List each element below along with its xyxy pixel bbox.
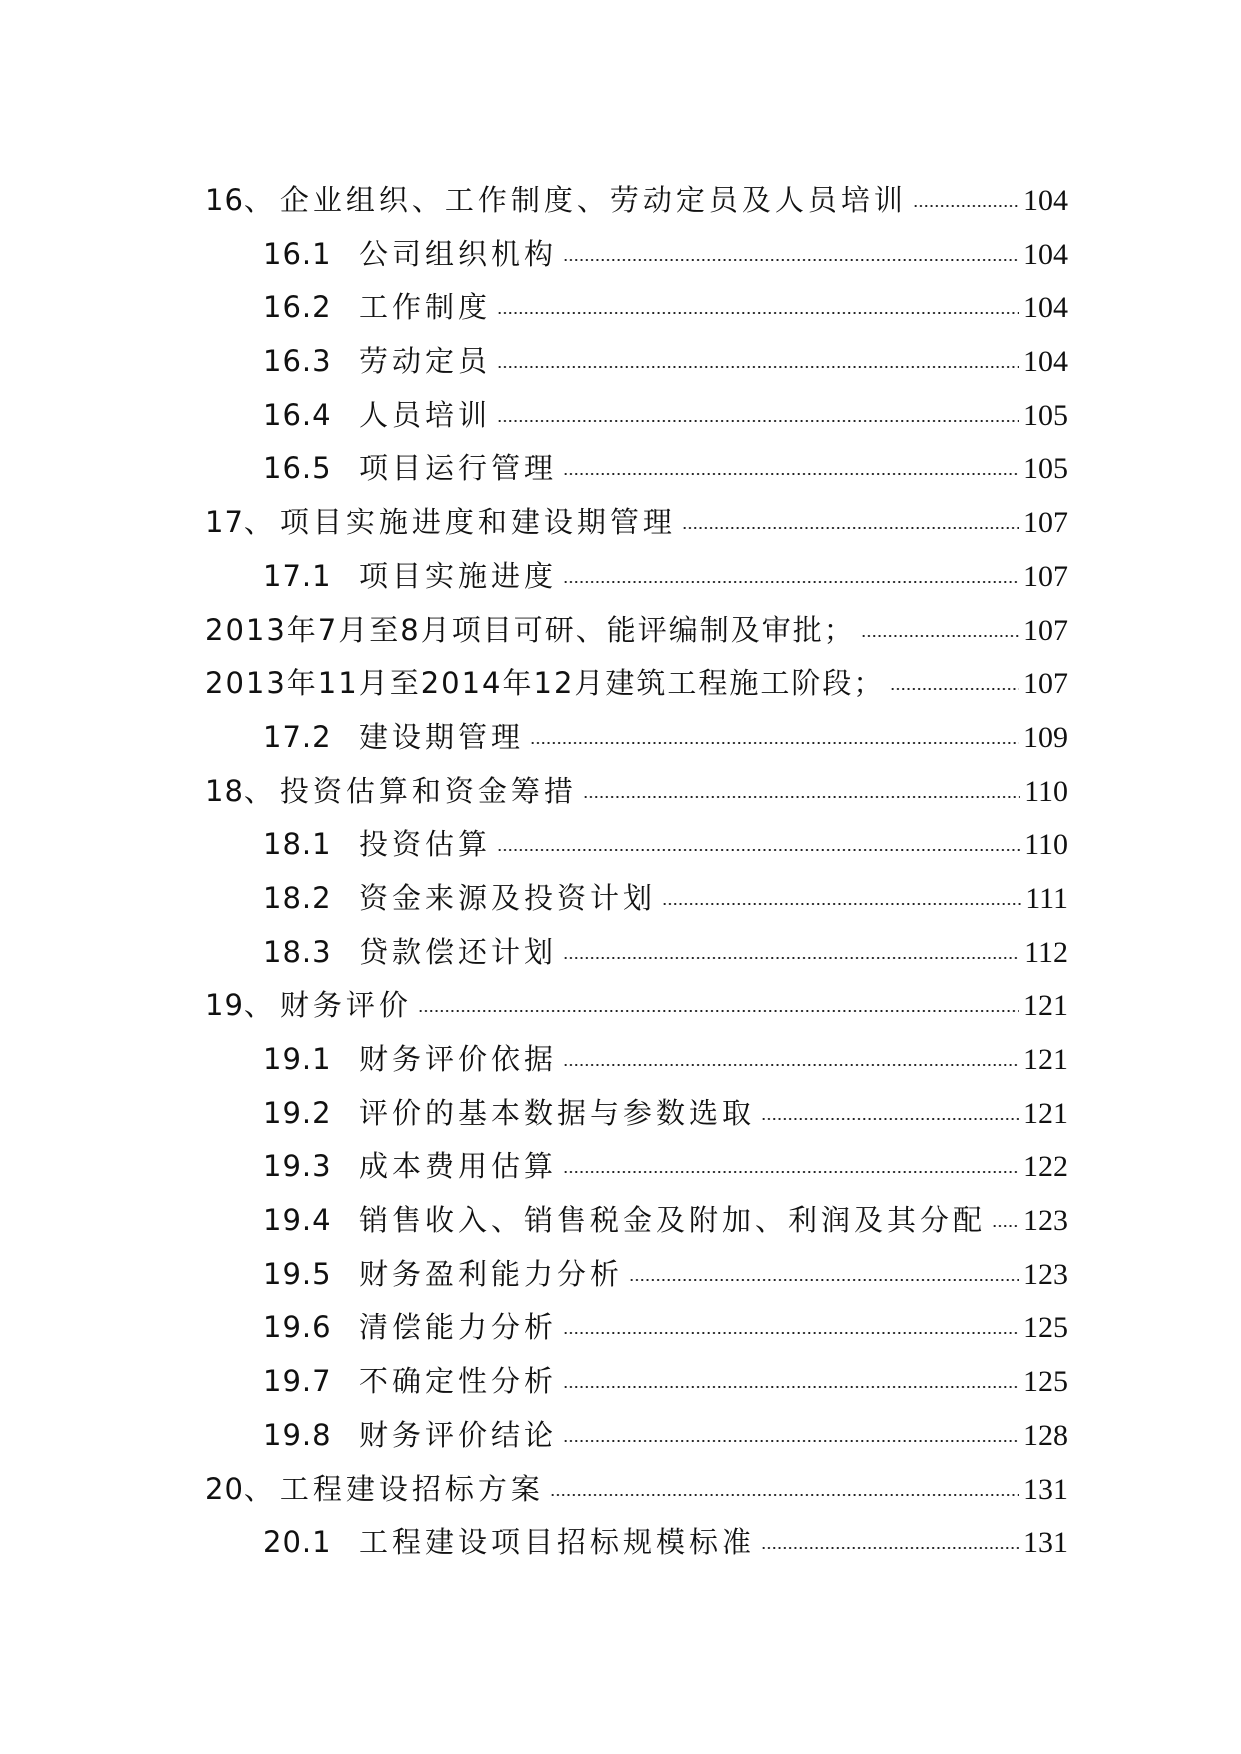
dot-leader [629, 1278, 1019, 1282]
toc-entry[interactable] [0, 1248, 1241, 1302]
toc-entry-page-number: 107 [1023, 506, 1068, 540]
toc-entry[interactable] [0, 979, 1241, 1033]
toc-entry-number: 19.4 [263, 1203, 332, 1238]
toc-entry-page-number: 123 [1023, 1204, 1068, 1238]
toc-entry-number: 20、 [205, 1471, 274, 1506]
toc-entry-page-number: 105 [1023, 398, 1068, 432]
dot-leader [563, 956, 1020, 960]
dot-leader [583, 795, 1020, 799]
toc-entry[interactable] [0, 657, 1241, 711]
dot-leader [761, 1117, 1019, 1121]
toc-entry-title: 财务评价依据 [359, 1042, 558, 1076]
toc-entry-number: 19.2 [263, 1095, 332, 1130]
toc-entry-title: 财务评价结论 [359, 1417, 558, 1452]
toc-entry[interactable] [0, 1301, 1241, 1355]
toc-entry-page-number: 121 [1023, 1043, 1068, 1076]
toc-entry-number: 16、 [205, 183, 274, 217]
toc-entry-page-number: 104 [1023, 291, 1068, 325]
toc-entry[interactable] [0, 389, 1241, 443]
toc-entry-number: 19.5 [263, 1256, 332, 1291]
toc-entry-page-number: 123 [1023, 1257, 1068, 1291]
toc-entry[interactable] [0, 496, 1241, 550]
toc-entry[interactable] [0, 818, 1241, 872]
toc-entry-number: 18、 [205, 773, 274, 808]
toc-entry-title: 投资估算 [359, 827, 492, 862]
toc-entry-title: 工作制度 [359, 290, 492, 325]
toc-entry[interactable] [0, 281, 1241, 335]
toc-entry-number: 17.2 [263, 719, 332, 754]
toc-entry[interactable] [0, 335, 1241, 389]
toc-entry-page-number: 125 [1023, 1365, 1068, 1399]
toc-entry-title: 清偿能力分析 [359, 1310, 558, 1345]
toc-entry-number: 19、 [205, 988, 274, 1023]
dot-leader [861, 634, 1019, 638]
toc-entry-page-number: 110 [1024, 774, 1068, 808]
dot-leader [913, 204, 1019, 208]
dot-leader [497, 848, 1020, 852]
toc-entry-number: 16.3 [263, 344, 332, 379]
toc-entry[interactable] [0, 1409, 1241, 1463]
toc-entry[interactable] [0, 1463, 1241, 1517]
toc-entry-page-number: 121 [1023, 1096, 1068, 1130]
toc-entry-number: 19.7 [263, 1364, 332, 1399]
toc-entry-title: 项目运行管理 [359, 451, 558, 486]
toc-entry-title: 成本费用估算 [359, 1149, 558, 1184]
toc-entry-number: 16.4 [263, 397, 332, 432]
toc-entry[interactable] [0, 1516, 1241, 1570]
toc-entry-page-number: 109 [1023, 720, 1068, 754]
toc-entry[interactable] [0, 174, 1241, 228]
toc-entry-number: 20.1 [263, 1525, 332, 1560]
toc-entry-title: 财务评价 [279, 988, 412, 1023]
toc-entry[interactable] [0, 604, 1241, 658]
toc-entry-number: 19.6 [263, 1310, 332, 1345]
toc-entry-number: 18.1 [263, 827, 332, 862]
toc-entry-title: 项目实施进度和建设期管理 [279, 505, 676, 540]
dot-leader [563, 580, 1019, 584]
toc-entry-title: 投资估算和资金筹措 [279, 773, 577, 808]
dot-leader [530, 741, 1019, 745]
toc-entry-page-number: 131 [1023, 1526, 1068, 1560]
toc-entry-title: 工程建设招标方案 [279, 1471, 544, 1506]
toc-entry[interactable] [0, 711, 1241, 765]
dot-leader [497, 311, 1019, 315]
toc-entry-title: 人员培训 [359, 397, 492, 432]
toc-entry-page-number: 111 [1025, 881, 1068, 915]
dot-leader [662, 902, 1021, 906]
toc-entry[interactable] [0, 550, 1241, 604]
toc-entry[interactable] [0, 926, 1241, 980]
dot-leader [761, 1546, 1019, 1550]
toc-entry-page-number: 122 [1023, 1150, 1068, 1184]
toc-entry-title: 评价的基本数据与参数选取 [359, 1095, 756, 1130]
toc-entry-page-number: 121 [1023, 989, 1068, 1023]
toc-entry-title: 2013年7月至8月项目可研、能评编制及审批； [205, 612, 855, 647]
toc-entry-number: 19.8 [263, 1417, 332, 1452]
toc-entry-number: 18.2 [263, 880, 332, 915]
toc-entry-number: 16.2 [263, 290, 332, 325]
toc-entry-title: 贷款偿还计划 [359, 934, 558, 969]
dot-leader [418, 1009, 1019, 1013]
toc-entry-page-number: 125 [1023, 1311, 1068, 1345]
toc-entry-page-number: 112 [1024, 935, 1068, 969]
toc-entry-number: 19.3 [263, 1149, 332, 1184]
toc-entry[interactable] [0, 872, 1241, 926]
toc-entry-title: 企业组织、工作制度、劳动定员及人员培训 [279, 183, 907, 217]
toc-entry[interactable] [0, 1140, 1241, 1194]
toc-entry-page-number: 110 [1024, 828, 1068, 862]
toc-entry-title: 财务盈利能力分析 [359, 1256, 624, 1291]
toc-entry-title: 不确定性分析 [359, 1364, 558, 1399]
toc-entry-number: 17、 [205, 505, 274, 540]
toc-entry[interactable] [0, 442, 1241, 496]
dot-leader [563, 472, 1019, 476]
toc-entry[interactable] [0, 765, 1241, 819]
toc-entry-title: 建设期管理 [359, 719, 525, 754]
toc-entry-page-number: 128 [1023, 1418, 1068, 1452]
toc-entry-number: 16.1 [263, 236, 332, 271]
toc-entry-page-number: 107 [1023, 613, 1068, 647]
toc-entry-page-number: 104 [1023, 237, 1068, 271]
dot-leader [563, 1385, 1019, 1389]
toc-entry-title: 资金来源及投资计划 [359, 880, 657, 915]
toc-entry-page-number: 104 [1023, 345, 1068, 379]
dot-leader [497, 419, 1019, 423]
toc-entry[interactable] [0, 1194, 1241, 1248]
toc-entry-page-number: 104 [1023, 184, 1068, 217]
dot-leader [682, 526, 1019, 530]
dot-leader [890, 687, 1019, 691]
toc-entry-page-number: 107 [1023, 559, 1068, 593]
toc-entry[interactable] [0, 1087, 1241, 1141]
dot-leader [550, 1493, 1019, 1497]
dot-leader [497, 365, 1019, 369]
toc-entry-page-number: 107 [1023, 667, 1068, 701]
dot-leader [563, 1170, 1019, 1174]
dot-leader [992, 1224, 1019, 1228]
table-of-contents [0, 174, 1241, 1570]
toc-entry[interactable] [0, 1033, 1241, 1087]
toc-entry[interactable] [0, 228, 1241, 282]
toc-entry-title: 项目实施进度 [359, 558, 558, 593]
toc-entry-page-number: 131 [1023, 1472, 1068, 1506]
toc-entry-title: 劳动定员 [359, 344, 492, 379]
toc-entry-number: 18.3 [263, 934, 332, 969]
dot-leader [563, 1439, 1019, 1443]
dot-leader [563, 1063, 1019, 1067]
dot-leader [563, 1331, 1019, 1335]
toc-entry-title: 销售收入、销售税金及附加、利润及其分配 [359, 1203, 987, 1238]
toc-entry-number: 16.5 [263, 451, 332, 486]
toc-entry[interactable] [0, 1355, 1241, 1409]
toc-entry-title: 工程建设项目招标规模标准 [359, 1525, 756, 1560]
toc-entry-title: 2013年11月至2014年12月建筑工程施工阶段； [205, 666, 885, 701]
toc-entry-page-number: 105 [1023, 452, 1068, 486]
toc-entry-number: 17.1 [263, 558, 332, 593]
toc-entry-number: 19.1 [263, 1042, 332, 1076]
dot-leader [563, 258, 1019, 262]
toc-entry-title: 公司组织机构 [359, 236, 558, 271]
